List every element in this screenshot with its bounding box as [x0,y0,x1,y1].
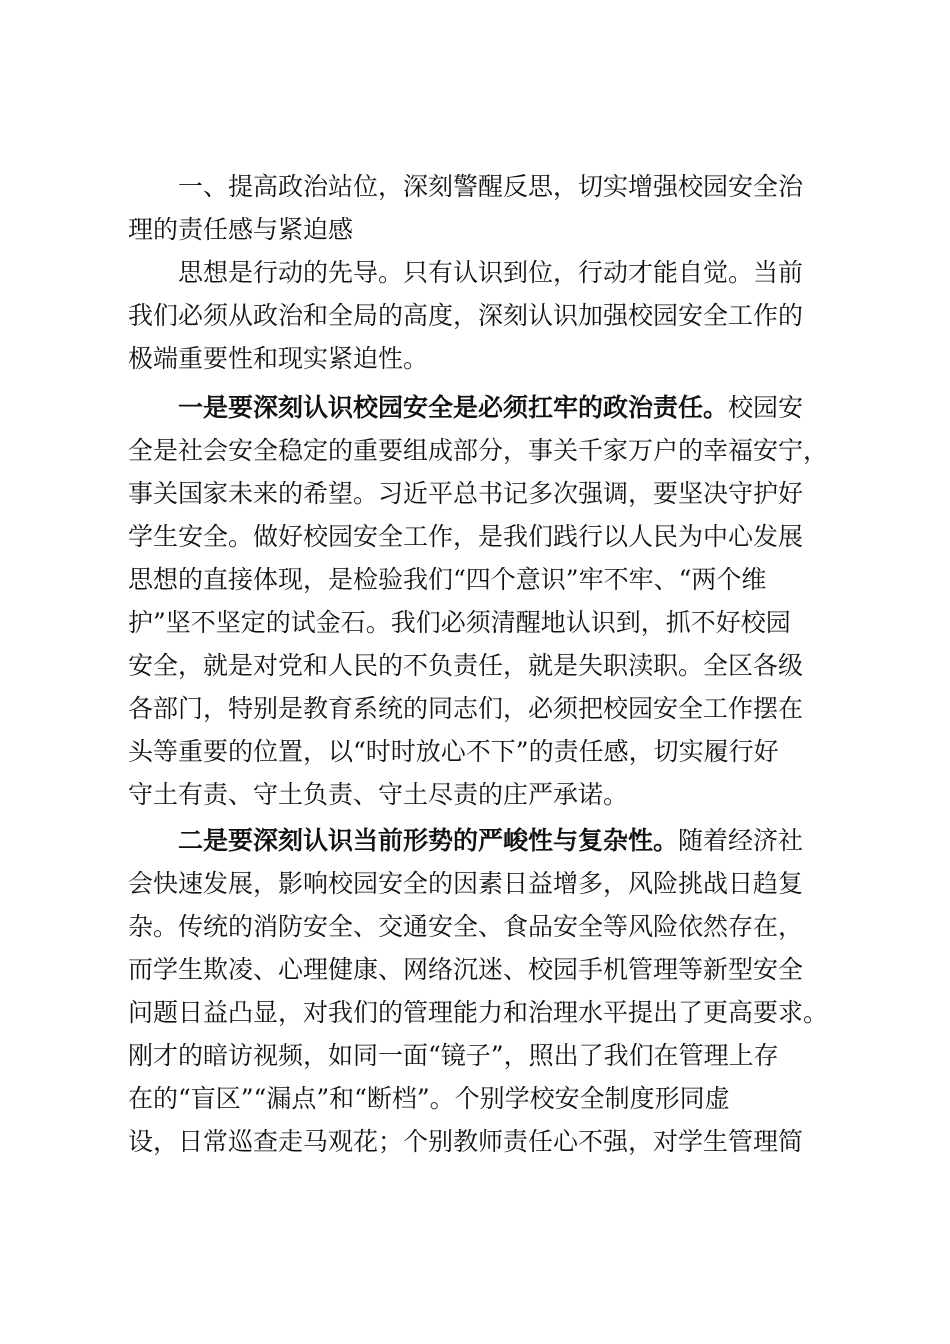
paragraph-2-line-8: 各部门，特别是教育系统的同志们，必须把校园安全工作摆在 [128,694,804,723]
paragraph-2-line-10: 守土有责、守土负责、守土尽责的庄严承诺。 [128,780,629,809]
paragraph-3-line-7: 在的“盲区”“漏点”和“断档”。个别学校安全制度形同虚 [128,1084,730,1113]
paragraph-2-line-1 [178,391,803,425]
paragraph-2-line-7: 安全，就是对党和人民的不负责任，就是失职渎职。全区各级 [128,651,804,680]
section-heading-line-2: 理的责任感与紧迫感 [128,215,354,244]
paragraph-2-line-4: 学生安全。做好校园安全工作，是我们践行以人民为中心发展 [128,522,804,551]
paragraph-1-line-1: 思想是行动的先导。只有认识到位，行动才能自觉。当前 [178,258,804,287]
paragraph-2-line-2: 全是社会安全稳定的重要组成部分，事关千家万户的幸福安宁， [128,436,829,465]
paragraph-3-line-8: 设，日常巡查走马观花；个别教师责任心不强，对学生管理简 [128,1127,804,1156]
paragraph-3-line-2: 会快速发展，影响校园安全的因素日益增多，风险挑战日趋复 [128,869,804,898]
paragraph-2-bold-lead: 一是要深刻认识校园安全是必须扛牢的政治责任。 [178,393,729,422]
paragraph-3-line-3: 杂。传统的消防安全、交通安全、食品安全等风险依然存在， [128,912,804,941]
section-heading-line-1: 一、提高政治站位，深刻警醒反思，切实增强校园安全治 [178,172,804,201]
paragraph-1-line-2: 我们必须从政治和全局的高度，深刻认识加强校园安全工作的 [128,301,804,330]
paragraph-3-first-line-rest: 随着经济社 [678,826,804,855]
paragraph-2-first-line-rest: 校园安 [728,393,804,422]
paragraph-2-line-6: 护”坚不坚定的试金石。我们必须清醒地认识到，抓不好校园 [128,608,791,637]
paragraph-2-line-5: 思想的直接体现，是检验我们“四个意识”牢不牢、“两个维 [128,565,767,594]
paragraph-2-line-9: 头等重要的位置，以“时时放心不下”的责任感，切实履行好 [128,737,779,766]
paragraph-1-line-3: 极端重要性和现实紧迫性。 [128,344,429,373]
paragraph-3-line-5: 问题日益凸显，对我们的管理能力和治理水平提出了更高要求。 [128,998,829,1027]
paragraph-3-bold-lead: 二是要深刻认识当前形势的严峻性与复杂性。 [178,826,679,855]
paragraph-3-line-6: 刚才的暗访视频，如同一面“镜子”，照出了我们在管理上存 [128,1041,779,1070]
paragraph-3-line-1 [178,824,803,858]
paragraph-2-line-3: 事关国家未来的希望。习近平总书记多次强调，要坚决守护好 [128,479,804,508]
paragraph-3-line-4: 而学生欺凌、心理健康、网络沉迷、校园手机管理等新型安全 [128,955,804,984]
